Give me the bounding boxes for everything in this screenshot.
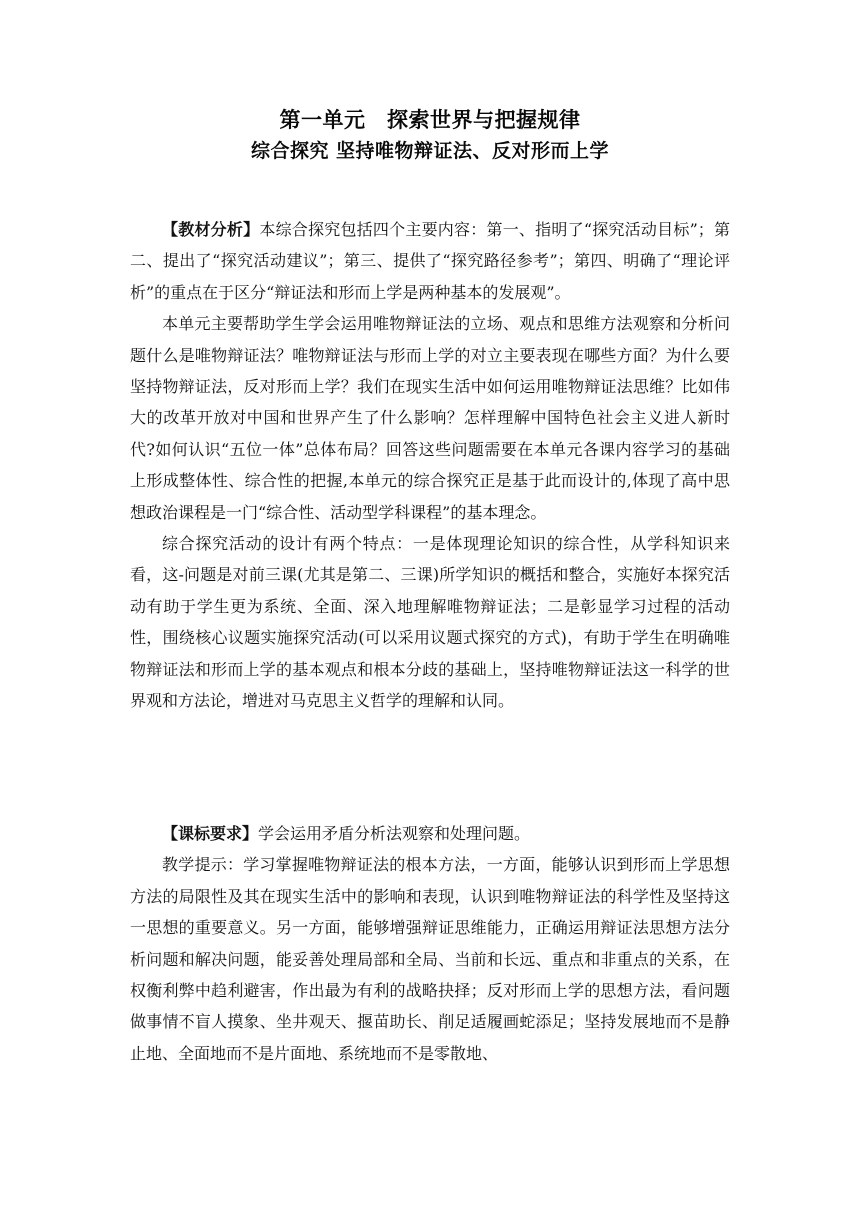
page-title: 第一单元 探索世界与把握规律	[279, 108, 581, 132]
section-heading: 【教材分析】	[162, 220, 260, 239]
section-curriculum-requirements	[130, 818, 730, 1069]
paragraph: 综合探究活动的设计有两个特点：一是体现理论知识的综合性，从学科知识来看，这-问题是对前三课(尤其是第二、三课)所学知识的概括和整合，实施好本探究活动有助于学生更为系统、全面、深入地理解唯物辩证法；二是彰显学习过程的活动性，围绕核心议题实施探究活动(可以采用议题式探究的方式)，有助于学生在明确唯物辩证法和形而上学的基本观点和根本分歧的基础上，坚持唯物辩证法这一科学的世界观和方法论，增进对马克思主义哲学的理解和认同。	[130, 534, 730, 711]
paragraph: 教学提示：学习掌握唯物辩证法的根本方法，一方面，能够认识到形而上学思想方法的局限性及其在现实生活中的影响和表现，认识到唯物辩证法的科学性及坚持这一思想的重要意义。另一方面，能够增强辩证思维能力，正确运用辩证法思想方法分析问题和解决问题，能妥善处理局部和全局、当前和长远、重点和非重点的关系，在权衡利弊中趋利避害，作出最为有利的战略抉择；反对形而上学的思想方法，看问题做事情不盲人摸象、坐井观天、揠苗助长、削足适履画蛇添足；坚持发展地而不是静止地、全面地而不是片面地、系统地而不是零散地、	[130, 855, 730, 1063]
section-heading: 【课标要求】	[162, 824, 259, 843]
page-subtitle: 综合探究 坚持唯物辩证法、反对形而上学	[250, 140, 610, 162]
paragraph-text: 学会运用矛盾分析法观察和处理问题。	[258, 824, 531, 843]
paragraph	[130, 818, 730, 849]
paragraph-text: 本综合探究包括四个主要内容：第一、指明了“探究活动目标”；第二、提出了“探究活动建议”；第三、提供了“探究路径参考”；第四、明确了“理论评析”的重点在于区分“辩证法和形而上学是两种基本的发展观”。	[130, 220, 730, 302]
paragraph	[130, 214, 730, 308]
paragraph: 本单元主要帮助学生学会运用唯物辩证法的立场、观点和思维方法观察和分析问题什么是唯物辩证法？唯物辩证法与形而上学的对立主要表现在哪些方面？为什么要坚持物辩证法，反对形而上学？我们在现实生活中如何运用唯物辩证法思维？比如伟大的改革开放对中国和世界产生了什么影响？怎样理解中国特色社会主义进人新时代?如何认识“五位一体”总体布局？回答这些问题需要在本单元各课内容学习的基础上形成整体性、综合性的把握,本单元的综合探究正是基于此而设计的,体现了高中思想政治课程是一门“综合性、活动型学科课程”的基本理念。	[130, 314, 730, 522]
section-textbook-analysis	[130, 214, 730, 717]
